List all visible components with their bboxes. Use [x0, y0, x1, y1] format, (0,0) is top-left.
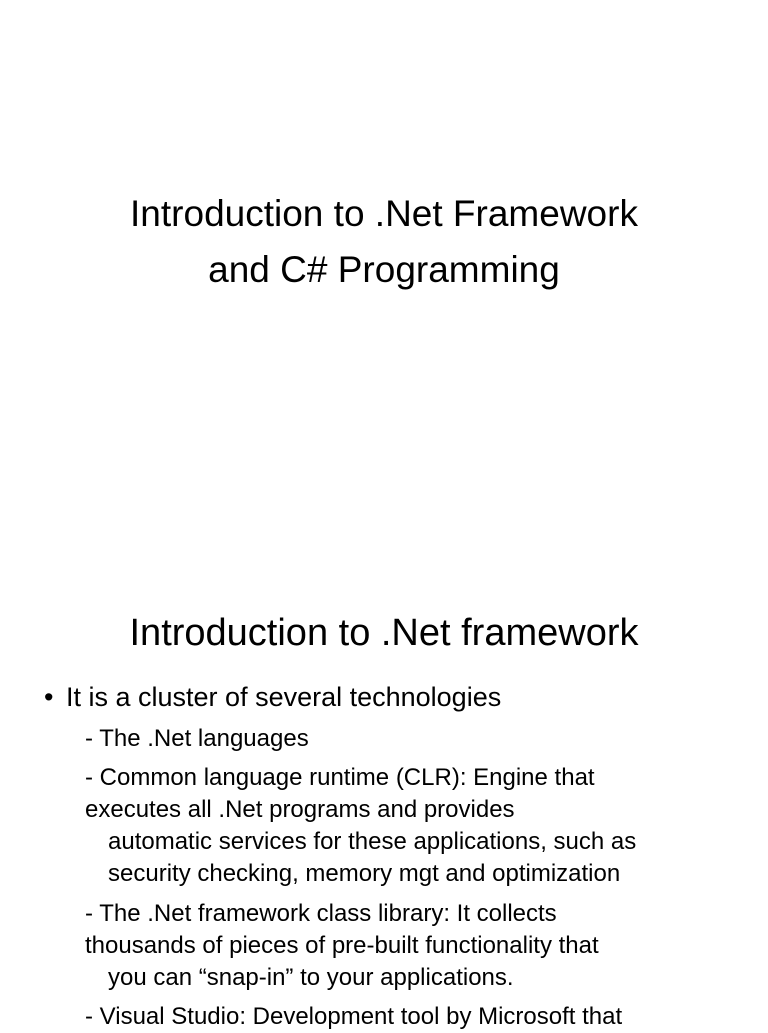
- bullet-item: [44, 680, 501, 714]
- sub-item-line: automatic services for these applications, such as: [108, 828, 637, 855]
- bullet-dot-icon: •: [44, 682, 54, 712]
- title-line-1: Introduction to .Net Framework: [130, 193, 638, 234]
- sub-item-line: - The .Net languages: [85, 725, 309, 752]
- sub-item-line: security checking, memory mgt and optimization: [108, 860, 621, 887]
- bullet-text: It is a cluster of several technologies: [66, 682, 502, 712]
- slide-1-title: [0, 186, 768, 298]
- sub-item-clr: [85, 762, 690, 890]
- slide-2-title: Introduction to .Net framework: [129, 612, 639, 654]
- sub-item-visual-studio: [85, 1001, 622, 1033]
- title-line-2: and C# Programming: [208, 249, 560, 290]
- sub-item-net-languages: [85, 723, 309, 755]
- sub-item-line: executes all .Net programs and provides: [85, 796, 515, 823]
- sub-item-line: - Common language runtime (CLR): Engine that: [85, 764, 595, 791]
- sub-item-line: - The .Net framework class library: It collects: [85, 900, 557, 927]
- sub-item-class-library: [85, 898, 599, 994]
- sub-item-line: thousands of pieces of pre-built functionality that: [85, 932, 599, 959]
- sub-item-line: - Visual Studio: Development tool by Microsoft that: [85, 1003, 623, 1030]
- sub-item-line: you can “snap-in” to your applications.: [108, 964, 514, 991]
- slide-2: [0, 576, 768, 1030]
